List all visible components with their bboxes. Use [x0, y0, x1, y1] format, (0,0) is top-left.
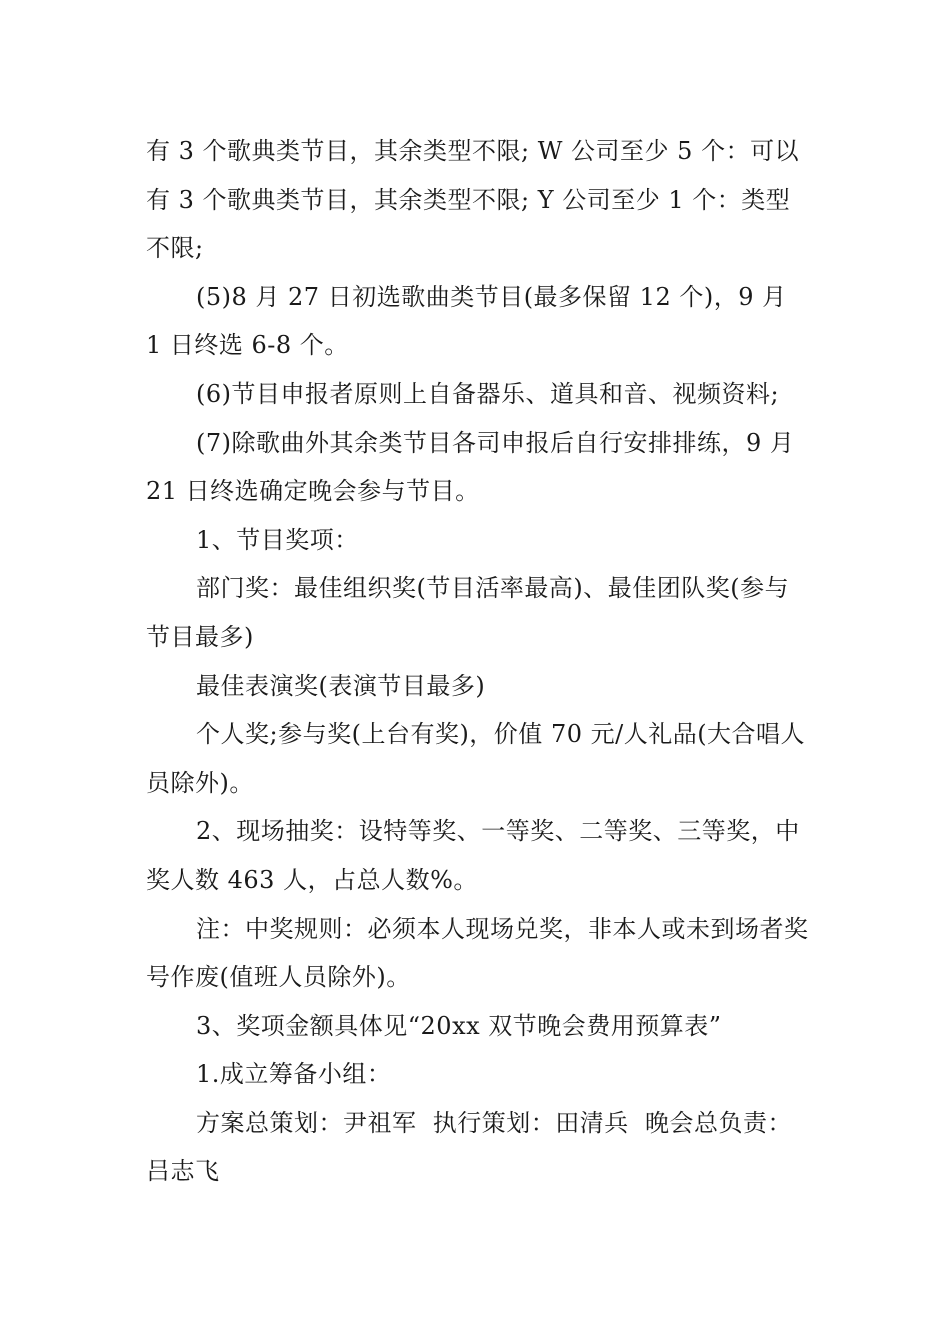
- paragraph-2: (5)8 月 27 日初选歌曲类节目(最多保留 12 个)，9 月 1 日终选 6-8 个。: [146, 282, 795, 360]
- paragraph-11: 3、奖项金额具体见“20xx 双节晚会费用预算表”: [196, 1011, 722, 1040]
- document-body: [146, 127, 810, 1196]
- paragraph-5: 1、节目奖项：: [196, 525, 359, 554]
- paragraph-7: 最佳表演奖(表演节目最多): [196, 671, 486, 700]
- paragraph-3: (6)节目申报者原则上自备器乐、道具和音、视频资料;: [196, 379, 780, 408]
- paragraph-1: 有 3 个歌典类节目，其余类型不限; W 公司至少 5 个：可以有 3 个歌典类节目，其余类型不限; Y 公司至少 1 个：类型不限;: [146, 137, 800, 263]
- paragraph-4: (7)除歌曲外其余类节目各司申报后自行安排排练，9 月 21 日终选确定晚会参与节目。: [146, 428, 803, 506]
- paragraph-12: 1.成立筹备小组：: [196, 1060, 392, 1089]
- paragraph-6: 部门奖：最佳组织奖(节目活率最高)、最佳团队奖(参与节目最多): [146, 574, 790, 651]
- paragraph-9: 2、现场抽奖：设特等奖、一等奖、二等奖、三等奖，中奖人数 463 人，占总人数%。: [146, 817, 800, 894]
- paragraph-10: 注：中奖规则：必须本人现场兑奖，非本人或未到场者奖号作废(值班人员除外)。: [146, 914, 809, 992]
- paragraph-8: 个人奖;参与奖(上台有奖)，价值 70 元/人礼品(大合唱人员除外)。: [146, 720, 806, 797]
- paragraph-13: 方案总策划：尹祖军 执行策划：田清兵 晚会总负责：吕志飞: [146, 1108, 793, 1186]
